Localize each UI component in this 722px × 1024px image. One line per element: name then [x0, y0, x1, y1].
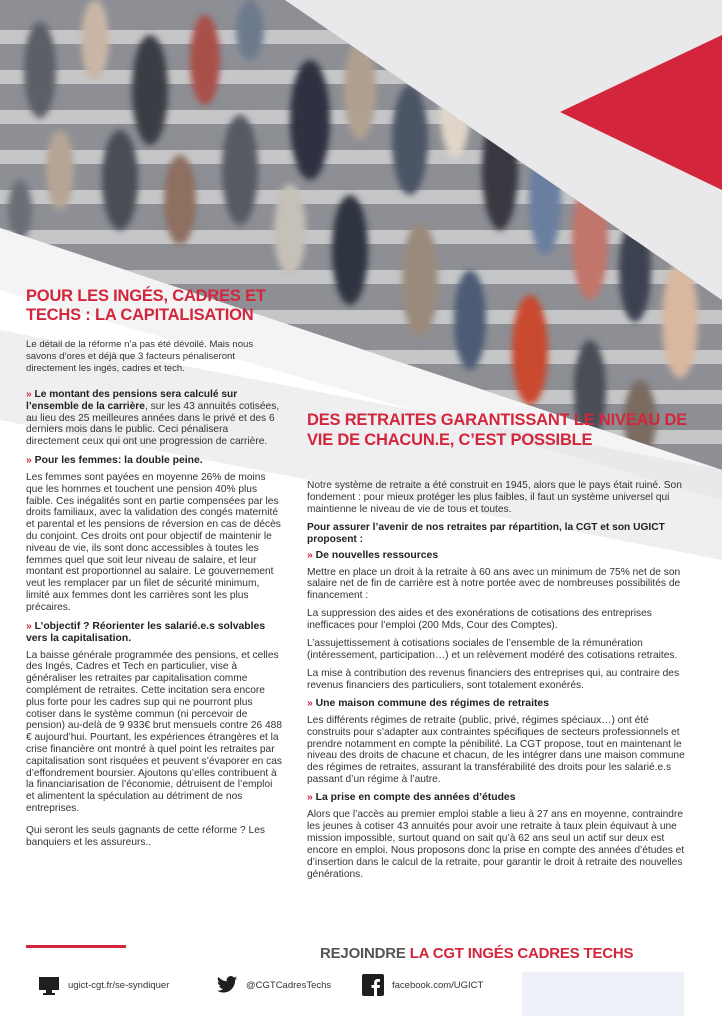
right-h1-p4: La mise à contribution des revenus financiers des entreprises qui, au contraire des revenus financiers des particuliers, sont totalement exonérés.: [307, 667, 680, 691]
footer-facebook-link[interactable]: [362, 973, 483, 997]
right-intro: Notre système de retraite a été construit en 1945, alors que le pays était ruiné. Son fondement : pour mieux protéger les plus faibles, il faut un système universel qui maintienne le niveau de vie de tous et toutes.: [307, 480, 682, 515]
left-section-2-head-line: [26, 455, 282, 467]
right-h3-p1: Alors que l’accès au premier emploi stable a lieu à 27 ans en moyenne, contraindre les jeunes à cotiser 43 annuités pour avoir une retraite à taux plein équivaut à une mission impossible, surtout quand on sait qu’à 62 ans seul un actif sur deux est encore en emploi. Nous proposons donc la prise en compte des années d’études et d’insertion dans le calcul de la retraite, pour garantir le droit à retraite des nouvelles générations.: [307, 809, 685, 880]
left-closing: Qui seront les seuls gagnants de cette réforme ? Les banquiers et les assureurs..: [26, 824, 265, 848]
footer-blank-box: [522, 972, 684, 1016]
left-title: POUR LES INGÉS, CADRES ET TECHS : LA CAPITALISATION: [26, 287, 266, 324]
left-section-3-head-line: [26, 621, 282, 645]
right-head-1: De nouvelles ressources: [315, 549, 439, 561]
facebook-label: facebook.com/UGICT: [392, 979, 484, 991]
twitter-icon: [216, 975, 238, 995]
chevron-marker: »: [26, 454, 32, 466]
right-h2-p1: Les différents régimes de retraite (public, privé, régimes spéciaux…) ont été construits pour s’adapter aux contraintes spécifiques de secteurs professionnels et prendre notamment en compte la pénibilité. La CGT propose, tout en maintenant le niveau des droits de chacune et chacun, de les intégrer dans une maison commune des régimes de retraites, assurant la transférabilité des droits pour les salarié.e.s passant d’un régime à l’autre.: [307, 714, 685, 786]
right-title: DES RETRAITES GARANTISSANT LE NIVEAU DE VIE DE CHACUN.E, C’EST POSSIBLE: [307, 411, 687, 449]
join-banner[interactable]: [320, 945, 633, 962]
right-h1-p1: Mettre en place un droit à la retraite à 60 ans avec un minimum de 75% net de son salaire net de fin de carrière est à notre portée avec de nombreuses possibilités de financement :: [307, 566, 681, 602]
chevron-marker: »: [307, 697, 313, 709]
right-head-2: Une maison commune des régimes de retraites: [315, 697, 549, 709]
footer-twitter-link[interactable]: [216, 973, 331, 997]
left-column: [26, 287, 282, 855]
left-section-1-head: Le montant des pensions sera calculé sur l’ensemble de la carrière: [26, 389, 238, 412]
join-org: LA CGT INGÉS CADRES TECHS: [409, 945, 634, 962]
right-head-3-line: [307, 792, 691, 804]
footer-website-link[interactable]: [38, 973, 169, 997]
left-section-3-head: L’objectif ? Réorienter les salarié.e.s solvables vers la capitalisation.: [26, 620, 266, 644]
chevron-marker: »: [307, 549, 313, 561]
chevron-marker: »: [26, 620, 32, 632]
left-section-2-body: Les femmes sont payées en moyenne 26% de moins que les hommes et touchent une pension 40% plus faible. Ces inégalités sont en partie compensées par les droits familiaux, avec la validation des congés maternité et parental et les pensions de réversion en cas de décès du conjoint. Ces droits ont pour objectif de maintenir le niveau de vie, ils sont donc accessibles à toutes les femmes quel que soit leur niveau de salaire, et leur montant est proportionnel au salaire. Le gouvernement veut les remplacer par un filet de sécurité minimum, limité aux femmes dont les carrières sont les plus précaires.: [26, 471, 281, 613]
twitter-label: @CGTCadresTechs: [246, 979, 332, 991]
join-prefix: REJOINDRE: [320, 945, 406, 962]
left-section-2-head: Pour les femmes: la double peine.: [34, 454, 203, 466]
right-head-3: La prise en compte des années d’études: [315, 792, 516, 804]
right-column: [307, 410, 691, 887]
left-section-1-body: , sur les 43 annuités cotisées, au lieu des 25 meilleures années dans le privé et des 6 derniers mois dans le public. Ceci pénalisera directement ceux qui ont une progression de carrière.: [26, 400, 280, 448]
left-section-3-body: La baisse générale programmée des pensions, et celles des Ingés, Cadres et Tech en particulier, vise à généraliser les retraites par capitalisation comme complément de retraites. Cette incitation sera encore plus forte pour les cadres sup qui ne pourront plus cotiser dans le système commun (ni percevoir de pension) au-delà de 9 933€ brut mensuels contre 26 488 € aujourd’hui. Pourtant, les expériences étrangères et la crise financière ont montré à quel point les retraites par capitalisation sont risquées et peuvent s’évaporer en cas d’effondrement boursier. Ajoutons qu’elles contribuent à la financiarisation de l’économie, détruisent de l’emploi et alimentent la spéculation au détriment de nos entreprises.: [26, 649, 282, 814]
chevron-marker: »: [26, 389, 32, 400]
right-head-2-line: [307, 698, 691, 710]
chevron-marker: »: [307, 792, 313, 804]
right-head-1-line: [307, 550, 691, 562]
right-lead: Pour assurer l’avenir de nos retraites par répartition, la CGT et son UGICT proposent :: [307, 521, 665, 545]
facebook-icon: [362, 975, 384, 995]
left-section-1: [26, 389, 282, 448]
website-label: ugict-cgt.fr/se-syndiquer: [68, 979, 170, 991]
footer-red-rule: [26, 945, 126, 948]
computer-icon: [38, 975, 60, 995]
right-h1-p3: L’assujettissement à cotisations sociales de l’ensemble de la rémunération (intéressement, participation…) et un relèvement modéré des cotisations retraites.: [307, 638, 678, 661]
left-intro: Le détail de la réforme n’a pas été dévoilé. Mais nous savons d’ores et déjà que 3 facteurs pénaliseront directement les ingés, cadres et tech.: [26, 339, 254, 374]
right-h1-p2: La suppression des aides et des exonérations de cotisations des entreprises inefficaces pour l’emploi (200 Mds, Cour des Comptes).: [307, 608, 652, 632]
